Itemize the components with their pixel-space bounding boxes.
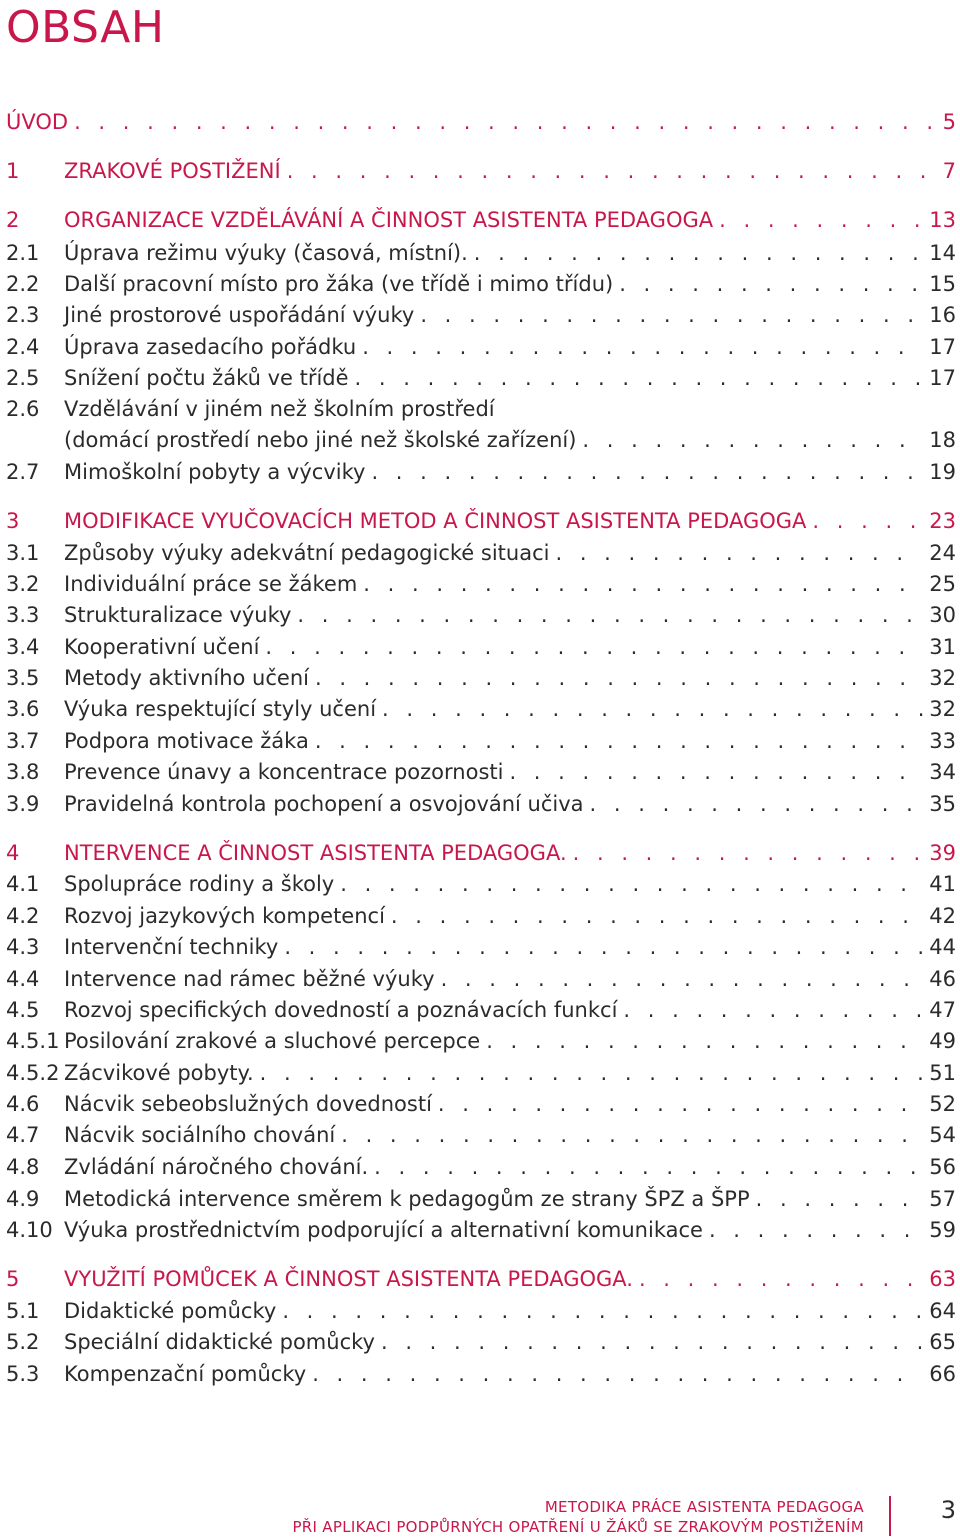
toc-entry-number: 2 xyxy=(6,208,20,232)
toc-entry-title: ORGANIZACE VZDĚLÁVÁNÍ A ČINNOST ASISTENTA PEDAGOGA xyxy=(64,208,714,232)
toc-entry-title: Zácvikové pobyty. xyxy=(64,1061,254,1085)
toc-dot-leader xyxy=(284,934,923,960)
toc-entry-title: VYUŽITÍ POMŮCEK A ČINNOST ASISTENTA PEDAGOGA. xyxy=(64,1267,633,1291)
toc-entry-title: Podpora motivace žáka xyxy=(64,729,309,753)
toc-entry-title: Snížení počtu žáků ve třídě xyxy=(64,366,349,390)
toc-dot-leader xyxy=(381,1329,923,1355)
toc-entry-number: 4.7 xyxy=(6,1123,40,1147)
toc-entry-title: Další pracovní místo pro žáka (ve třídě i mimo třídu) xyxy=(64,272,614,296)
toc-entry-page: 47 xyxy=(929,998,956,1022)
toc-dot-leader xyxy=(391,903,923,929)
toc-entry-number: 4.5 xyxy=(6,998,40,1022)
toc-dot-leader xyxy=(260,1060,924,1086)
toc-entry[interactable] xyxy=(6,899,956,929)
toc-entry-title: Nácvik sociálního chování xyxy=(64,1123,336,1147)
toc-entry-page: 31 xyxy=(929,635,956,659)
toc-entry[interactable] xyxy=(6,236,956,266)
toc-dot-leader xyxy=(474,240,923,266)
toc-entry-number: 3.5 xyxy=(6,666,40,690)
toc-entry-page: 56 xyxy=(929,1155,956,1179)
toc-entry-page: 54 xyxy=(929,1123,956,1147)
toc-entry-number: 4.1 xyxy=(6,872,40,896)
toc-entry-page: 30 xyxy=(929,603,956,627)
toc-dot-leader xyxy=(312,1361,923,1387)
toc-entry-page: 49 xyxy=(929,1029,956,1053)
toc-entry[interactable] xyxy=(6,724,956,754)
toc-entry-number: 5.3 xyxy=(6,1362,40,1386)
toc-entry-title: Zvládání náročného chování. xyxy=(64,1155,369,1179)
toc-dot-leader xyxy=(297,602,923,628)
toc-entry[interactable] xyxy=(6,962,956,992)
toc-entry-number: 2.1 xyxy=(6,241,40,265)
toc-entry-title: Způsoby výuky adekvátní pedagogické situaci xyxy=(64,541,550,565)
toc-entry[interactable] xyxy=(6,867,956,897)
toc-dot-leader xyxy=(420,302,923,328)
toc-entry-title: Individuální práce se žákem xyxy=(64,572,358,596)
toc-entry[interactable] xyxy=(6,1325,956,1355)
toc-dot-leader xyxy=(287,158,937,184)
toc-entry-page: 41 xyxy=(929,872,956,896)
toc-chapter-entry[interactable] xyxy=(6,203,956,233)
toc-dot-leader xyxy=(282,1298,923,1324)
toc-entry-page: 19 xyxy=(929,460,956,484)
toc-entry-title: Metody aktivního učení xyxy=(64,666,309,690)
toc-dot-leader xyxy=(371,459,923,485)
toc-entry[interactable] xyxy=(6,1357,956,1387)
toc-entry-title: Strukturalizace výuky xyxy=(64,603,292,627)
toc-entry-number: 4.10 xyxy=(6,1218,53,1242)
toc-entry-number: 1 xyxy=(6,159,20,183)
toc-entry-number: ÚVOD xyxy=(6,110,69,134)
toc-entry[interactable] xyxy=(6,392,956,422)
toc-entry[interactable] xyxy=(6,1182,956,1212)
toc-entry-title: (domácí prostředí nebo jiné než školské zařízení) xyxy=(64,428,577,452)
toc-dot-leader xyxy=(719,207,923,233)
toc-dot-leader xyxy=(438,1091,923,1117)
toc-dot-leader xyxy=(362,334,923,360)
toc-entry[interactable] xyxy=(6,267,956,297)
toc-entry[interactable] xyxy=(6,993,956,1023)
toc-chapter-entry[interactable] xyxy=(6,836,956,866)
toc-entry-page: 64 xyxy=(929,1299,956,1323)
toc-entry-number: 4 xyxy=(6,841,20,865)
toc-entry-page: 52 xyxy=(929,1092,956,1116)
toc-entry[interactable] xyxy=(6,455,956,485)
toc-entry[interactable] xyxy=(6,423,956,453)
toc-entry-page: 42 xyxy=(929,904,956,928)
toc-dot-leader xyxy=(315,665,923,691)
toc-entry-page: 7 xyxy=(942,159,956,183)
toc-entry-page: 17 xyxy=(929,335,956,359)
toc-entry[interactable] xyxy=(6,598,956,628)
toc-entry-page: 33 xyxy=(929,729,956,753)
toc-entry-title: Vzdělávání v jiném než školním prostředí xyxy=(64,397,495,421)
toc-entry[interactable] xyxy=(6,1150,956,1180)
toc-entry-number: 4.6 xyxy=(6,1092,40,1116)
toc-entry-number: 2.2 xyxy=(6,272,40,296)
toc-dot-leader xyxy=(756,1186,924,1212)
toc-dot-leader xyxy=(382,696,923,722)
toc-entry-number: 2.4 xyxy=(6,335,40,359)
toc-entry-page: 24 xyxy=(929,541,956,565)
toc-entry-number: 3.7 xyxy=(6,729,40,753)
toc-dot-leader xyxy=(363,571,923,597)
toc-entry-page: 5 xyxy=(942,110,956,134)
toc-entry-number: 3.1 xyxy=(6,541,40,565)
toc-entry-page: 17 xyxy=(929,366,956,390)
toc-entry-title: Mimoškolní pobyty a výcviky xyxy=(64,460,366,484)
toc-dot-leader xyxy=(509,759,923,785)
toc-entry-page: 18 xyxy=(929,428,956,452)
toc-dot-leader xyxy=(341,1122,923,1148)
toc-dot-leader xyxy=(709,1217,923,1243)
toc-entry-page: 23 xyxy=(929,509,956,533)
toc-entry-title: Rozvoj specifických dovedností a poznávacích funkcí xyxy=(64,998,618,1022)
toc-dot-leader xyxy=(374,1154,923,1180)
toc-entry-title: Prevence únavy a koncentrace pozornosti xyxy=(64,760,504,784)
footer-title-line1: METODIKA PRÁCE ASISTENTA PEDAGOGA xyxy=(544,1498,864,1516)
page-title: OBSAH xyxy=(6,2,165,53)
toc-dot-leader xyxy=(582,427,923,453)
footer-title-line2: PŘI APLIKACI PODPŮRNÝCH OPATŘENÍ U ŽÁKŮ SE ZRAKOVÝM POSTIŽENÍM xyxy=(292,1518,864,1536)
toc-entry-title: Jiné prostorové uspořádání výuky xyxy=(64,303,415,327)
toc-entry[interactable] xyxy=(6,1087,956,1117)
toc-entry-page: 13 xyxy=(929,208,956,232)
toc-entry[interactable] xyxy=(6,567,956,597)
toc-dot-leader xyxy=(340,871,923,897)
toc-entry[interactable] xyxy=(6,1294,956,1324)
toc-entry[interactable] xyxy=(6,1213,956,1243)
toc-dot-leader xyxy=(590,791,924,817)
toc-entry[interactable] xyxy=(6,330,956,360)
toc-entry-number: 5.2 xyxy=(6,1330,40,1354)
toc-entry-page: 32 xyxy=(929,666,956,690)
toc-entry-title: Didaktické pomůcky xyxy=(64,1299,277,1323)
toc-entry-title: Intervence nad rámec běžné výuky xyxy=(64,967,435,991)
toc-entry-page: 35 xyxy=(929,792,956,816)
toc-entry-number: 3.2 xyxy=(6,572,40,596)
toc-entry-number: 3.3 xyxy=(6,603,40,627)
toc-entry-number: 4.2 xyxy=(6,904,40,928)
toc-entry[interactable] xyxy=(6,755,956,785)
toc-dot-leader xyxy=(812,508,923,534)
toc-entry-title: Intervenční techniky xyxy=(64,935,279,959)
toc-entry-page: 25 xyxy=(929,572,956,596)
page-footer xyxy=(0,1494,960,1540)
toc-entry-number: 4.9 xyxy=(6,1187,40,1211)
toc-entry-page: 65 xyxy=(929,1330,956,1354)
toc-entry-title: Výuka respektující styly učení xyxy=(64,697,377,721)
toc-entry-page: 15 xyxy=(929,272,956,296)
toc-dot-leader xyxy=(74,109,937,135)
toc-entry[interactable] xyxy=(6,661,956,691)
toc-entry-title: Metodická intervence směrem k pedagogům ze strany ŠPZ a ŠPP xyxy=(64,1187,750,1211)
toc-entry-number: 3 xyxy=(6,509,20,533)
toc-dot-leader xyxy=(265,634,923,660)
page-number: 3 xyxy=(940,1496,956,1524)
toc-entry[interactable] xyxy=(6,536,956,566)
toc-entry-number: 5 xyxy=(6,1267,20,1291)
toc-entry-number: 2.3 xyxy=(6,303,40,327)
toc-entry-number: 4.5.2 xyxy=(6,1061,60,1085)
toc-entry-number: 4.8 xyxy=(6,1155,40,1179)
toc-chapter-entry[interactable] xyxy=(6,1262,956,1292)
toc-entry-page: 32 xyxy=(929,697,956,721)
toc-entry-page: 16 xyxy=(929,303,956,327)
toc-chapter-entry[interactable] xyxy=(6,105,956,135)
toc-entry-title: Kooperativní učení xyxy=(64,635,260,659)
toc-entry-title: Kompenzační pomůcky xyxy=(64,1362,307,1386)
toc-entry-title: Rozvoj jazykových kompetencí xyxy=(64,904,385,928)
toc-entry-page: 59 xyxy=(929,1218,956,1242)
toc-entry-number: 2.7 xyxy=(6,460,40,484)
toc-entry-page: 44 xyxy=(929,935,956,959)
toc-entry-title: Výuka prostřednictvím podporující a alternativní komunikace xyxy=(64,1218,703,1242)
toc-entry-page: 66 xyxy=(929,1362,956,1386)
toc-chapter-entry[interactable] xyxy=(6,504,956,534)
toc-entry-number: 4.3 xyxy=(6,935,40,959)
toc-entry-title: Spolupráce rodiny a školy xyxy=(64,872,335,896)
toc-dot-leader xyxy=(315,728,923,754)
toc-chapter-entry[interactable] xyxy=(6,154,956,184)
toc-entry[interactable] xyxy=(6,298,956,328)
toc-entry-number: 3.9 xyxy=(6,792,40,816)
toc-entry[interactable] xyxy=(6,630,956,660)
toc-entry-page: 57 xyxy=(929,1187,956,1211)
toc-entry-page: 14 xyxy=(929,241,956,265)
toc-entry[interactable] xyxy=(6,1056,956,1086)
toc-entry[interactable] xyxy=(6,361,956,391)
toc-entry[interactable] xyxy=(6,1118,956,1148)
toc-entry-title: Posilování zrakové a sluchové percepce xyxy=(64,1029,481,1053)
toc-dot-leader xyxy=(619,271,923,297)
toc-dot-leader xyxy=(555,540,923,566)
toc-entry-title: Úprava režimu výuky (časová, místní). xyxy=(64,241,468,265)
toc-entry-page: 46 xyxy=(929,967,956,991)
toc-dot-leader xyxy=(573,840,924,866)
toc-dot-leader xyxy=(355,365,924,391)
toc-entry[interactable] xyxy=(6,930,956,960)
toc-entry-number: 2.5 xyxy=(6,366,40,390)
toc-entry[interactable] xyxy=(6,692,956,722)
toc-entry-title: Speciální didaktické pomůcky xyxy=(64,1330,375,1354)
toc-entry-title: Pravidelná kontrola pochopení a osvojování učiva xyxy=(64,792,584,816)
toc-entry-number: 4.5.1 xyxy=(6,1029,60,1053)
toc-entry-page: 34 xyxy=(929,760,956,784)
toc-entry-page: 51 xyxy=(929,1061,956,1085)
toc-entry-title: NTERVENCE A ČINNOST ASISTENTA PEDAGOGA. xyxy=(64,841,567,865)
toc-entry-page: 39 xyxy=(929,841,956,865)
toc-entry-title: ZRAKOVÉ POSTIŽENÍ xyxy=(64,159,281,183)
toc-dot-leader xyxy=(639,1266,923,1292)
toc-entry-number: 2.6 xyxy=(6,397,40,421)
footer-divider xyxy=(889,1496,891,1536)
toc-dot-leader xyxy=(486,1028,923,1054)
toc-entry-title: MODIFIKACE VYUČOVACÍCH METOD A ČINNOST ASISTENTA PEDAGOGA xyxy=(64,509,807,533)
toc-entry-page: 63 xyxy=(929,1267,956,1291)
toc-entry-number: 5.1 xyxy=(6,1299,40,1323)
toc-entry[interactable] xyxy=(6,1024,956,1054)
toc-dot-leader xyxy=(623,997,923,1023)
toc-entry-title: Nácvik sebeobslužných dovedností xyxy=(64,1092,432,1116)
toc-entry-number: 3.6 xyxy=(6,697,40,721)
toc-dot-leader xyxy=(441,966,924,992)
toc-entry[interactable] xyxy=(6,787,956,817)
toc-entry-number: 4.4 xyxy=(6,967,40,991)
toc-entry-title: Úprava zasedacího pořádku xyxy=(64,335,357,359)
toc-entry-number: 3.4 xyxy=(6,635,40,659)
toc-entry-number: 3.8 xyxy=(6,760,40,784)
